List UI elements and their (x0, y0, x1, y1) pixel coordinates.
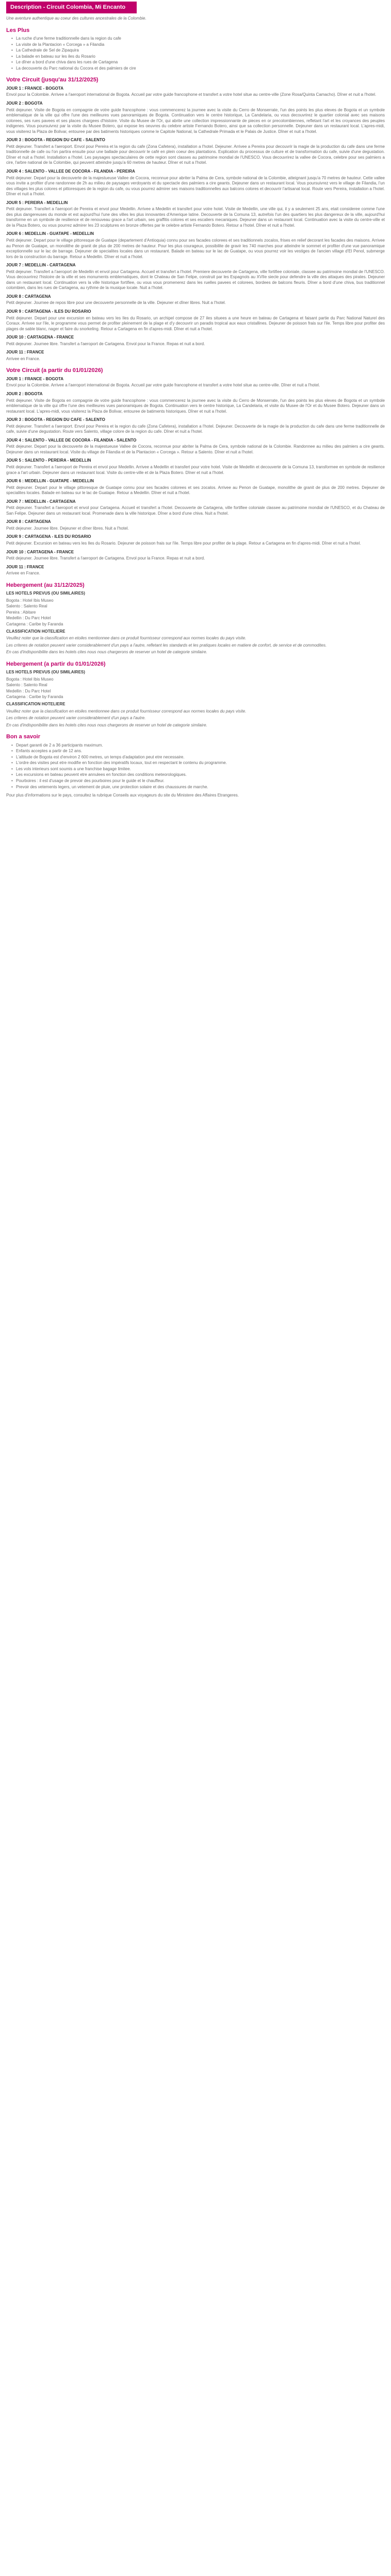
day-title: JOUR 5 : SALENTO - PEREIRA - MEDELLIN (6, 458, 91, 463)
day-title: JOUR 10 : CARTAGENA - FRANCE (6, 549, 74, 554)
day-title: JOUR 4 : SALENTO - VALLEE DE COCORA - FILANDIA - SALENTO (6, 437, 137, 443)
good-to-know-list (11, 743, 385, 790)
day-block (6, 565, 385, 577)
day-block (6, 392, 385, 414)
day-title: JOUR 2 : BOGOTA (6, 100, 43, 106)
day-text: Petit dejeuner. Excursion en bateau vers les Iles du Rosario. Dejeuner de poisson frais sur l'ile. Temps libre pour profiter de la plage. Retour a Cartagena en fin d'apres-midi. Dîner et nuit a l'hotel. (6, 541, 361, 546)
day-block (6, 101, 385, 134)
day-text: Petit dejeuner. Depart pour le village pittoresque de Guatape (departement d'Antioquia) connu pour ses facades colorees et ses traditionnels zocalos, frises en relief decorant les facades des maisons. Arrivee au Penon de Guatape, un monolithe de granit de plus de 200 metres de hauteur. Pour les plus courageux, possibilite de gravir les 740 marches pour atteindre le sommet et profiter d'une vue panoramique exceptionnelle sur le lac de barrage. Dejeuner de specialites locales dans un restaurant. Balade en bateau sur le lac de Guatape, ou vous pourrez voir les vestiges de l'ancien village d'El Penol, submerge lors de la construction du barrage. Retour a Medellin. Dîner et nuit a l'hotel. (6, 238, 385, 259)
day-title: JOUR 8 : CARTAGENA (6, 519, 51, 524)
itinerary2-title: Votre Circuit (a partir du 01/01/2026) (6, 367, 103, 374)
day-block (6, 499, 385, 517)
day-title: JOUR 9 : CARTAGENA - ILES DU ROSARIO (6, 534, 91, 539)
day-text: Petit dejeuner. Visite de Bogota en compagnie de votre guide francophone : vous commencerez la journee avec la visite du Cerro de Monserrate, l'un des points les plus eleves de Bogota et un symbole emblematique de la ville qui offre l'une des meilleures vues panoramiques de Bogota. Continuation vers le centre historique, La Candelaria, et visite du Musee de l'Or et du Musee Botero. Dejeuner dans un restaurant local. L'apres-midi, vous visiterez la Plaza de Bolivar, entouree de batiments historiques. Dîner et nuit a l'hotel. (6, 398, 385, 414)
day-title: JOUR 8 : CARTAGENA (6, 294, 51, 299)
day-block (6, 138, 385, 166)
day-title: JOUR 6 : MEDELLIN - GUATAPE - MEDELLIN (6, 479, 94, 484)
day-title: JOUR 7 : MEDELLIN - CARTAGENA (6, 263, 76, 268)
day-text: Petit dejeuner. Depart pour le village pittoresque de Guatape connu pour ses facades colorees et ses zocalos. Arrivee au Penon de Guatape, monolithe de granit de plus de 200 metres. Dejeuner de specialites locales. Balade en bateau sur le lac de Guatape. Retour a Medellin. Dîner et nuit a l'hotel. (6, 485, 385, 496)
day-block (6, 534, 385, 546)
day-block (6, 86, 385, 98)
day-title: JOUR 1 : FRANCE - BOGOTA (6, 376, 63, 381)
day-block (6, 519, 385, 531)
hotel-note: En cas d'indisponibilite dans les hotels cites nous nous chargerons de reserver un hotel de categorie similaire. (6, 650, 207, 655)
hotels2-subtitle: LES HOTELS PREVUS (OU SIMILAIRES) (6, 670, 85, 675)
day-block (6, 200, 385, 229)
good-to-know-item: • Enfants acceptes a partir de 12 ans. (11, 749, 385, 754)
day-title: JOUR 7 : MEDELLIN - CARTAGENA (6, 499, 76, 504)
day-text: Petit dejeuner. Journee libre. Dejeuner et dîner libres. Nuit a l'hotel. (6, 526, 129, 531)
day-block (6, 335, 385, 347)
day-title: JOUR 4 : SALENTO - VALLEE DE COCORA - FILANDIA - PEREIRA (6, 168, 135, 174)
day-text: Arrivee en France. (6, 571, 40, 576)
day-title: JOUR 5 : PEREIRA - MEDELLIN (6, 200, 68, 205)
day-text: Petit dejeuner. Journee de repos libre pour une decouverte personnelle de la ville. Dejeuner et dîner libres. Nuit a l'hotel. (6, 300, 226, 306)
highlight-item: • La ruche d'une ferme traditionnelle dans la region du cafe (11, 36, 385, 42)
day-title: JOUR 10 : CARTAGENA - FRANCE (6, 335, 74, 340)
hotels1-classification: CLASSIFICATION HOTELIERE (6, 629, 66, 634)
day-title: JOUR 6 : MEDELLIN - GUATAPE - MEDELLIN (6, 231, 94, 236)
day-block (6, 377, 385, 388)
day-text: Envol pour la Colombie. Arrivee a l'aeroport international de Bogota. Accueil par votre guide francophone et transfert a votre hotel situe au centre-ville (Zone Rosa/Quinta Camacho). Dîner et nuit a l'hotel. (6, 92, 377, 97)
day-block (6, 417, 385, 435)
highlight-item: • La decouverte du Parc national du Cocora et des palmiers de cire (11, 66, 385, 72)
day-text: Petit dejeuner. Transfert a l'aeroport de Pereira et envol pour Medellin. Arrivee a Medellin et transfert pour votre hotel. Visite de Medellin et decouverte de la Comuna 13, transformee en symbole de resilience grace a l'art urbain. Dejeuner dans un restaurant local. Visite du centre-ville et de la Plaza Botero. Dîner et nuit a l'hotel. (6, 465, 385, 475)
day-title: JOUR 1 : FRANCE - BOGOTA (6, 86, 63, 91)
hotels2-classification: CLASSIFICATION HOTELIERE (6, 701, 66, 706)
hotel-line: Salento : Salento Real (6, 604, 47, 609)
day-text: Petit dejeuner. Transfert a l'aeroport de Pereira et envol pour Medellin. Arrivee a Medellin et transfert pour votre hotel. Visite de Medellin, une ville qui, il y a seulement 25 ans, etait consideree comme l'une des plus dangereuses du monde et est aujourd'hui l'une des villes les plus innovantes d'Amerique latine. Decouverte de la Comuna 13, autrefois l'un des quartiers les plus dangereux de la ville, aujourd'hui transforme en un symbole de resilience et de renouveau grace a l'art urbain, ses graffitis colores et ses escaliers mecaniques. Dejeuner dans un restaurant local. Continuation avec la visite du centre-ville et de la Plaza Botero, ou vous pourrez admirer les 23 sculptures en bronze offertes par le celebre artiste Fernando Botero. Retour a l'hotel. Dîner et nuit a l'hotel. (6, 207, 385, 228)
day-title: JOUR 3 : BOGOTA - REGION DU CAFE - SALENTO (6, 138, 105, 143)
intro-text: Une aventure authentique au coeur des cultures ancestrales de la Colombie. (6, 16, 146, 21)
hotels2-title: Hebergement (a partir du 01/01/2026) (6, 660, 106, 667)
hotel-note: Les criteres de notation peuvent varier considerablement d'un pays a l'autre. (6, 716, 146, 721)
day-block (6, 263, 385, 291)
day-title: JOUR 9 : CARTAGENA - ILES DU ROSARIO (6, 309, 91, 314)
day-block (6, 438, 385, 455)
day-block (6, 479, 385, 496)
day-text: Petit dejeuner. Transfert a l'aeroport et envol pour Cartagena. Accueil et transfert a l'hotel. Decouverte de Cartagena, ville fortifiee coloniale classee au patrimoine mondial de l'UNESCO, et du Chateau de San Felipe. Dejeuner dans un restaurant local. Promenade dans la ville historique. Dîner a bord d'une chiva. Nuit a l'hotel. (6, 505, 385, 516)
good-to-know-title: Bon a savoir (6, 734, 41, 740)
day-title: JOUR 2 : BOGOTA (6, 391, 43, 396)
hotel-line: Cartagena : Caribe by Faranda (6, 622, 63, 626)
day-block (6, 309, 385, 332)
highlights-list (11, 36, 385, 71)
day-text: Envol pour la Colombie. Arrivee a l'aeroport international de Bogota. Accueil par votre guide francophone et transfert a votre hotel situe au centre-ville. Dîner et nuit a l'hotel. (6, 383, 320, 388)
day-text: Petit dejeuner. Transfert a l'aeroport de Medellin et envol pour Cartagena. Accueil et transfert a l'hotel. Premiere decouverte de Cartagena, ville fortifiee coloniale, classee au patrimoine mondial de l'UNESCO. Vous decouvrirez l'histoire de la ville et ses monuments emblematiques, dont le Chateau de San Felipe, construit par les Espagnols au XVIIe siecle pour defendre la ville des attaques des pirates. Dejeuner dans un restaurant local. Continuation vers la ville historique fortifiee, ou vous vous promenerez dans les ruelles pavees et colorees, bordees de balcons fleuris. Dîner a bord d'une chiva, bus traditionnel colombien, dans les rues de Cartagena, au rythme de la musique locale. Nuit a l'hotel. (6, 269, 385, 291)
day-block (6, 550, 385, 562)
day-block (6, 169, 385, 197)
day-text: Petit dejeuner. Depart pour la decouverte de la majestueuse Vallee de Cocora, reconnue pour abriter la Palma de Cera, symbole national de la Colombie. Randonnee au milieu des palmiers a cire geants. Dejeuner dans un restaurant local. Visite du village de Filandia et de la Plantacion « Corcega ». Retour a Salento. Dîner et nuit a l'hotel. (6, 444, 385, 454)
day-text: Petit dejeuner. Journee libre. Transfert a l'aeroport de Cartagena. Envol pour la France. Repas et nuit a bord. (6, 556, 205, 561)
good-to-know-item: • L'ordre des visites peut etre modifie en fonction des impératifs locaux, tout en respectant le contenu du programme. (11, 760, 385, 766)
hotels2-notes (6, 709, 385, 728)
hotel-line: Bogota : Hotel Ibis Museo (6, 598, 54, 603)
hotel-note: En cas d'indisponibilite dans les hotels cites nous nous chargerons de reserver un hotel de categorie similaire. (6, 722, 207, 727)
highlights-title: Les Plus (6, 27, 30, 33)
day-title: JOUR 11 : FRANCE (6, 350, 44, 355)
hotel-line: Pereira : Abitare (6, 609, 36, 615)
day-text: Petit dejeuner. Journee libre. Transfert a l'aeroport de Cartagena. Envol pour la France. Repas et nuit a bord. (6, 341, 205, 346)
hotels1-list (6, 598, 385, 628)
day-title: JOUR 11 : FRANCE (6, 564, 44, 569)
day-block (6, 458, 385, 476)
hotels2-list (6, 677, 385, 700)
day-text: Petit dejeuner. Visite de Bogota en compagnie de votre guide francophone : vous commencerez la journee avec la visite du Cerro de Monserrate, l'un des points les plus eleves de Bogota et un symbole emblematique de la ville qui offre l'une des meilleures vues panoramiques de Bogota. Continuation vers le centre historique, La Candelaria, ou vous decouvrirez le quartier colonial avec ses maisons colorees, ses rues pavees et ses places chargees d'histoire. Visite du Musee de l'Or, qui abrite une collection impressionnante de pieces en or precolombiennes, refletant l'art et les croyances des peuples indigenes. Vous poursuivrez par la visite du Musee Botero, qui expose les oeuvres du celebre artiste Fernando Botero, ainsi que sa collection personnelle. Dejeuner dans un restaurant local. L'apres-midi, vous visiterez la Plaza de Bolivar, entouree par des batiments historiques comme le Capitole National, la Cathedrale Primada et le Palais de Justice. Dîner et nuit a l'hotel. (6, 107, 385, 134)
day-text: Petit dejeuner. Transfert a l'aeroport. Envol pour Pereira et la region du cafe (Zona Cafetera), installation a l'hotel. Dejeuner. Decouverte de la magie de la production du cafe dans une ferme traditionnelle de cafe, suivie d'une degustation. Route vers Salento, village colore de la region du cafe. Dîner et nuit a l'hotel. (6, 423, 385, 434)
good-to-know-item: • Pourboires : il est d'usage de prevoir des pourboires pour le guide et le chauffeur. (11, 778, 385, 784)
itinerary-title: Votre Circuit (jusqu'au 31/12/2025) (6, 77, 99, 83)
tab-description[interactable]: Description - Circuit Colombia, Mi Encanto (6, 2, 137, 13)
hotels1-notes (6, 636, 385, 655)
highlight-item: • La visite de la Plantacion « Corcega » a Filandia (11, 42, 385, 48)
hotel-line: Medellin : Du Parc Hotel (6, 616, 51, 621)
day-title: JOUR 3 : BOGOTA - REGION DU CAFE - SALENTO (6, 417, 105, 422)
good-to-know-item: • L'altitude de Bogota est d'environ 2 600 metres, un temps d'adaptation peut etre necessaire. (11, 755, 385, 760)
highlight-item: • Le dîner a bord d'une chiva dans les rues de Cartagena (11, 60, 385, 65)
hotel-line: Medellin : Du Parc Hotel (6, 688, 51, 693)
hotel-note: Veuillez noter que la classification en etoiles mentionnee dans ce produit fournisseur correspond aux normes locales du pays visite. (6, 636, 247, 641)
page (0, 0, 391, 805)
day-block (6, 350, 385, 362)
tab-bar (6, 3, 385, 13)
good-to-know-item: • Les vols interieurs sont soumis a une franchise bagage limitee. (11, 767, 385, 772)
itinerary2-days (6, 377, 385, 577)
good-to-know-footer: Pour plus d'informations sur le pays, consultez la rubrique Conseils aux voyageurs du site du Ministere des Affaires Etrangeres. (6, 793, 239, 798)
hotel-note: Veuillez noter que la classification en etoiles mentionnee dans ce produit fournisseur correspond aux normes locales du pays visite. (6, 708, 247, 714)
highlight-item: • La Cathedrale de Sel de Zipaquira (11, 48, 385, 54)
hotel-line: Salento : Salento Real (6, 683, 47, 688)
day-text: Petit dejeuner. Depart pour la decouverte de la majestueuse Vallee de Cocora, reconnue pour abriter la Palma de Cera, symbole national de la Colombie, atteignant jusqu'a 70 metres de hauteur. Cette vallee vous invite a profiter d'une randonnee de 2h au milieu de paysages verdoyants et du spectacle des palmiers a cire geants. Dejeuner dans un restaurant local. Vous poursuivrez vers le village de Filandia, l'un des villages les plus colores et pittoresques de la region du cafe, ou vous pourrez admirer ses maisons traditionnelles aux balcons colores et decouvrir l'artisanat local. Route vers Pereira, installation a l'hotel. Dîner et nuit a l'hotel. (6, 175, 385, 197)
hotels1-subtitle: LES HOTELS PREVUS (OU SIMILAIRES) (6, 591, 85, 596)
hotel-note: Les criteres de notation peuvent varier considerablement d'un pays a l'autre, refletant les standards et les pratiques locales en matiere de confort, de service et de commodites. (6, 642, 327, 648)
hotels1-title: Hebergement (au 31/12/2025) (6, 582, 85, 588)
day-block (6, 231, 385, 260)
good-to-know-item: • Les excursions en bateau peuvent etre annulees en fonction des conditions meteorologiques. (11, 772, 385, 778)
day-text: Arrivee en France. (6, 356, 40, 361)
itinerary-days (6, 86, 385, 362)
day-text: Petit dejeuner. Transfert a l'aeroport. Envol pour Pereira et la region du cafe (Zona Cafetera), installation a l'hotel. Dejeuner. Arrivee a Pereira pour decouvrir la magie de la production du cafe dans une ferme traditionnelle de cafe ou l'on partira ensuite pour une ballade pour decouvrir le café en plein coeur des plantations. Explication du processus de culture et de transformation du cafe, suivie d'une degustation. Dîner et nuit a l'hotel. Installation a l'hotel. Les paysages spectaculaires de cette region sont classes au patrimoine mondial de l'UNESCO. Vous decouvrirez la vallee de Cocora, celebre pour ses palmiers a cire, l'arbre national de la Colombie, qui peuvent atteindre jusqu'a 60 metres de hauteur. Dîner et nuit a l'hotel. (6, 144, 385, 165)
highlight-item: • La balade en bateau sur les iles du Rosario (11, 54, 385, 60)
hotel-line: Bogota : Hotel Ibis Museo (6, 676, 54, 682)
day-block (6, 294, 385, 306)
hotel-line: Cartagena : Caribe by Faranda (6, 694, 63, 700)
good-to-know-item: • Depart garanti de 2 a 36 participants maximum. (11, 743, 385, 749)
day-text: Petit dejeuner. Depart pour une excursion en bateau vers les Iles du Rosario, un archipel compose de 27 iles situees a une heure en bateau de Cartagena et faisant partie du Parc National Naturel des Coraux. Arrivee sur l'ile, le programme vous permet de profiter pleinement de la plage et d'y decouvrir un paradis tropical aux eaux cristallines. Dejeuner de poisson frais sur l'ile. Temps libre pour profiter des plages de sable blanc, nager et faire du snorkeling. Retour a Cartagena en fin d'apres-midi. Dîner et nuit a l'hotel. (6, 315, 385, 331)
good-to-know-item: • Prevoir des vetements legers, un vetement de pluie, une protection solaire et des chaussures de marche. (11, 785, 385, 790)
